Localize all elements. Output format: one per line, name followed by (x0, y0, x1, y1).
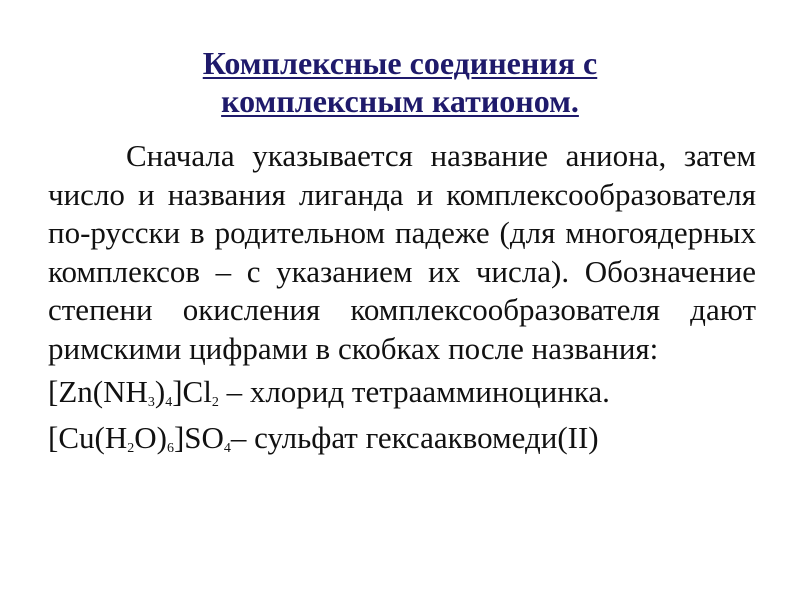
formula-subscript: 4 (165, 395, 173, 410)
slide-body (48, 137, 756, 458)
formula-subscript: 2 (127, 441, 135, 456)
formula-part: ) (154, 374, 166, 409)
formula-subscript: 4 (223, 441, 231, 456)
formula-description: – сульфат гексааквомеди(II) (230, 420, 599, 455)
formula-subscript: 3 (147, 395, 155, 410)
example-zinc-complex (48, 372, 756, 412)
slide-title (0, 44, 800, 120)
title-line-1: Комплексные соединения с (202, 45, 598, 81)
formula-part: [Cu(H (48, 420, 128, 455)
example-copper-complex (48, 418, 756, 458)
formula-subscript: 2 (211, 395, 219, 410)
body-paragraph: Сначала указывается название аниона, затем число и названия лиганда и комплексообразователя по-русски в родительном падеже (для многоядерных комплексов – с указанием их числа). Обозначение степени окисления комплексообразователя дают римскими цифрами в скобках после названия: (48, 138, 756, 366)
formula-part: ]SO (173, 420, 224, 455)
formula-subscript: 6 (166, 441, 174, 456)
title-line-2: комплексным катионом. (221, 83, 579, 119)
formula-part: ]Cl (172, 374, 212, 409)
formula-description: – хлорид тетраамминоцинка. (218, 374, 610, 409)
formula-part: [Zn(NH (48, 374, 148, 409)
formula-part: O) (134, 420, 167, 455)
